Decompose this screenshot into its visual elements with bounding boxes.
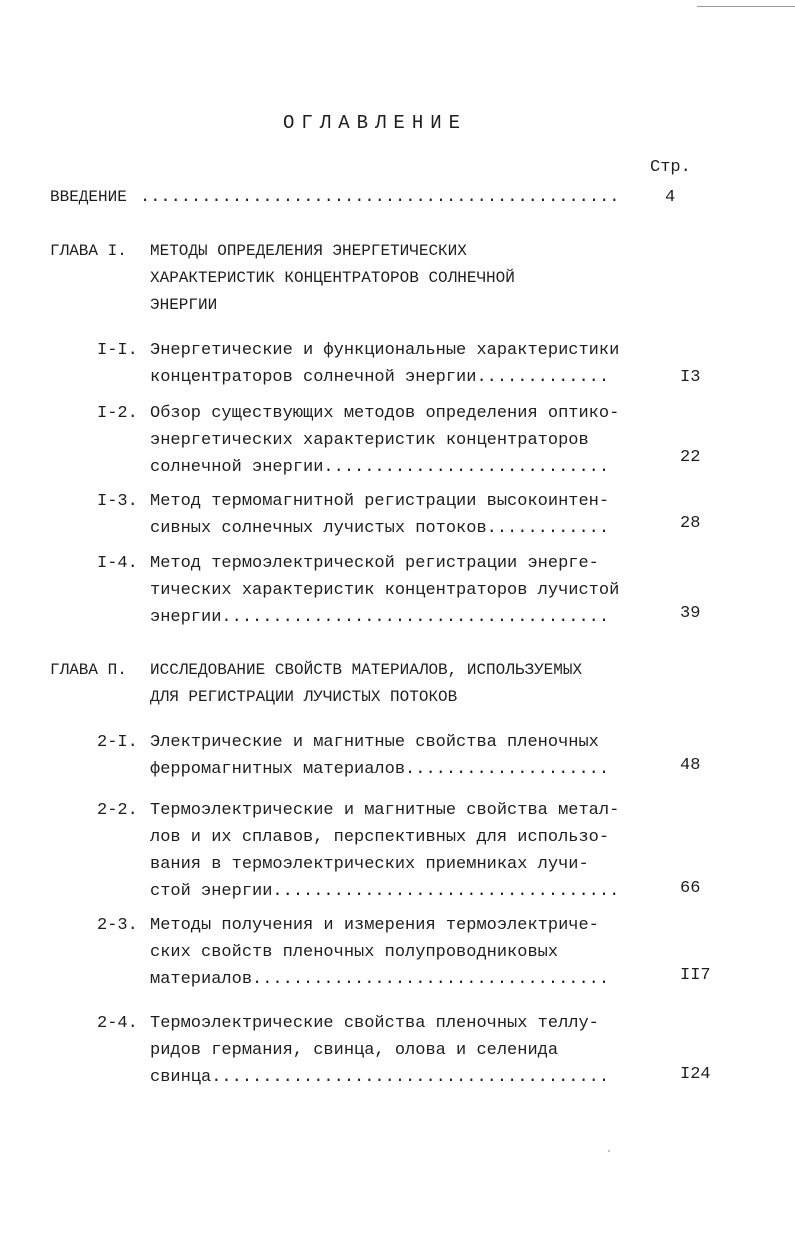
intro-leader: ............................................... — [140, 188, 620, 207]
section-text-line: сивных солнечных лучистых потоков............ — [150, 519, 610, 538]
section-number: I-2. — [97, 404, 138, 423]
chapter-2-title-line: ИССЛЕДОВАНИЕ СВОЙСТВ МАТЕРИАЛОВ, ИСПОЛЬЗУЕМЫХ — [150, 661, 583, 679]
section-text-line: энергии...................................... — [150, 608, 610, 627]
page-edge-line — [697, 6, 795, 7]
chapter-2-label: ГЛАВА П. — [50, 661, 127, 679]
section-text-line: Термоэлектрические свойства пленочных теллу- — [150, 1014, 599, 1033]
chapter-1-title-line: МЕТОДЫ ОПРЕДЕЛЕНИЯ ЭНЕРГЕТИЧЕСКИХ — [150, 242, 467, 260]
section-page-number: 28 — [680, 514, 701, 533]
section-number: 2-2. — [97, 801, 138, 820]
section-page-number: 48 — [680, 756, 701, 775]
section-text-line: Обзор существующих методов определения оптико- — [150, 404, 620, 423]
intro-page-number: 4 — [665, 188, 676, 207]
section-text-line: ридов германия, свинца, олова и селенида — [150, 1041, 559, 1060]
chapter-1-title-line: ХАРАКТЕРИСТИК КОНЦЕНТРАТОРОВ СОЛНЕЧНОЙ — [150, 269, 515, 287]
section-text-line: ферромагнитных материалов.................... — [150, 760, 610, 779]
section-text-line: материалов................................... — [150, 970, 610, 989]
section-text-line: Метод термомагнитной регистрации высокоинтен- — [150, 492, 610, 511]
section-page-number: II7 — [680, 966, 711, 985]
section-number: I-4. — [97, 554, 138, 573]
chapter-1-title-line: ЭНЕРГИИ — [150, 296, 218, 314]
section-text-line: ских свойств пленочных полупроводниковых — [150, 943, 559, 962]
section-number: I-I. — [97, 341, 138, 360]
section-text-line: стой энергии.................................. — [150, 882, 620, 901]
section-page-number: I3 — [680, 368, 701, 387]
chapter-1-label: ГЛАВА I. — [50, 242, 127, 260]
chapter-2-title-line: ДЛЯ РЕГИСТРАЦИИ ЛУЧИСТЫХ ПОТОКОВ — [150, 688, 458, 706]
section-text-line: энергетических характеристик концентраторов — [150, 431, 589, 450]
section-page-number: 22 — [680, 448, 701, 467]
section-text-line: свинца....................................... — [150, 1068, 610, 1087]
section-number: 2-3. — [97, 916, 138, 935]
section-page-number: I24 — [680, 1065, 711, 1084]
section-number: 2-4. — [97, 1014, 138, 1033]
section-number: 2-I. — [97, 733, 138, 752]
section-text-line: Энергетические и функциональные характеристики — [150, 341, 620, 360]
section-number: I-3. — [97, 492, 138, 511]
section-text-line: концентраторов солнечной энергии............. — [150, 368, 610, 387]
section-text-line: тических характеристик концентраторов лучистой — [150, 581, 620, 600]
intro-label: ВВЕДЕНИЕ — [50, 188, 127, 206]
section-page-number: 39 — [680, 604, 701, 623]
section-page-number: 66 — [680, 879, 701, 898]
section-text-line: Методы получения и измерения термоэлектриче- — [150, 916, 599, 935]
section-text-line: Термоэлектрические и магнитные свойства метал- — [150, 801, 620, 820]
section-text-line: вания в термоэлектрических приемниках лучи- — [150, 855, 589, 874]
toc-title: ОГЛАВЛЕНИЕ — [283, 112, 468, 134]
section-text-line: Электрические и магнитные свойства пленочных — [150, 733, 599, 752]
section-text-line: солнечной энергии............................ — [150, 458, 610, 477]
paper-speck — [608, 1150, 610, 1152]
page-column-label: Стр. — [650, 158, 691, 177]
section-text-line: лов и их сплавов, перспективных для использо- — [150, 828, 610, 847]
section-text-line: Метод термоэлектрической регистрации энерге- — [150, 554, 599, 573]
